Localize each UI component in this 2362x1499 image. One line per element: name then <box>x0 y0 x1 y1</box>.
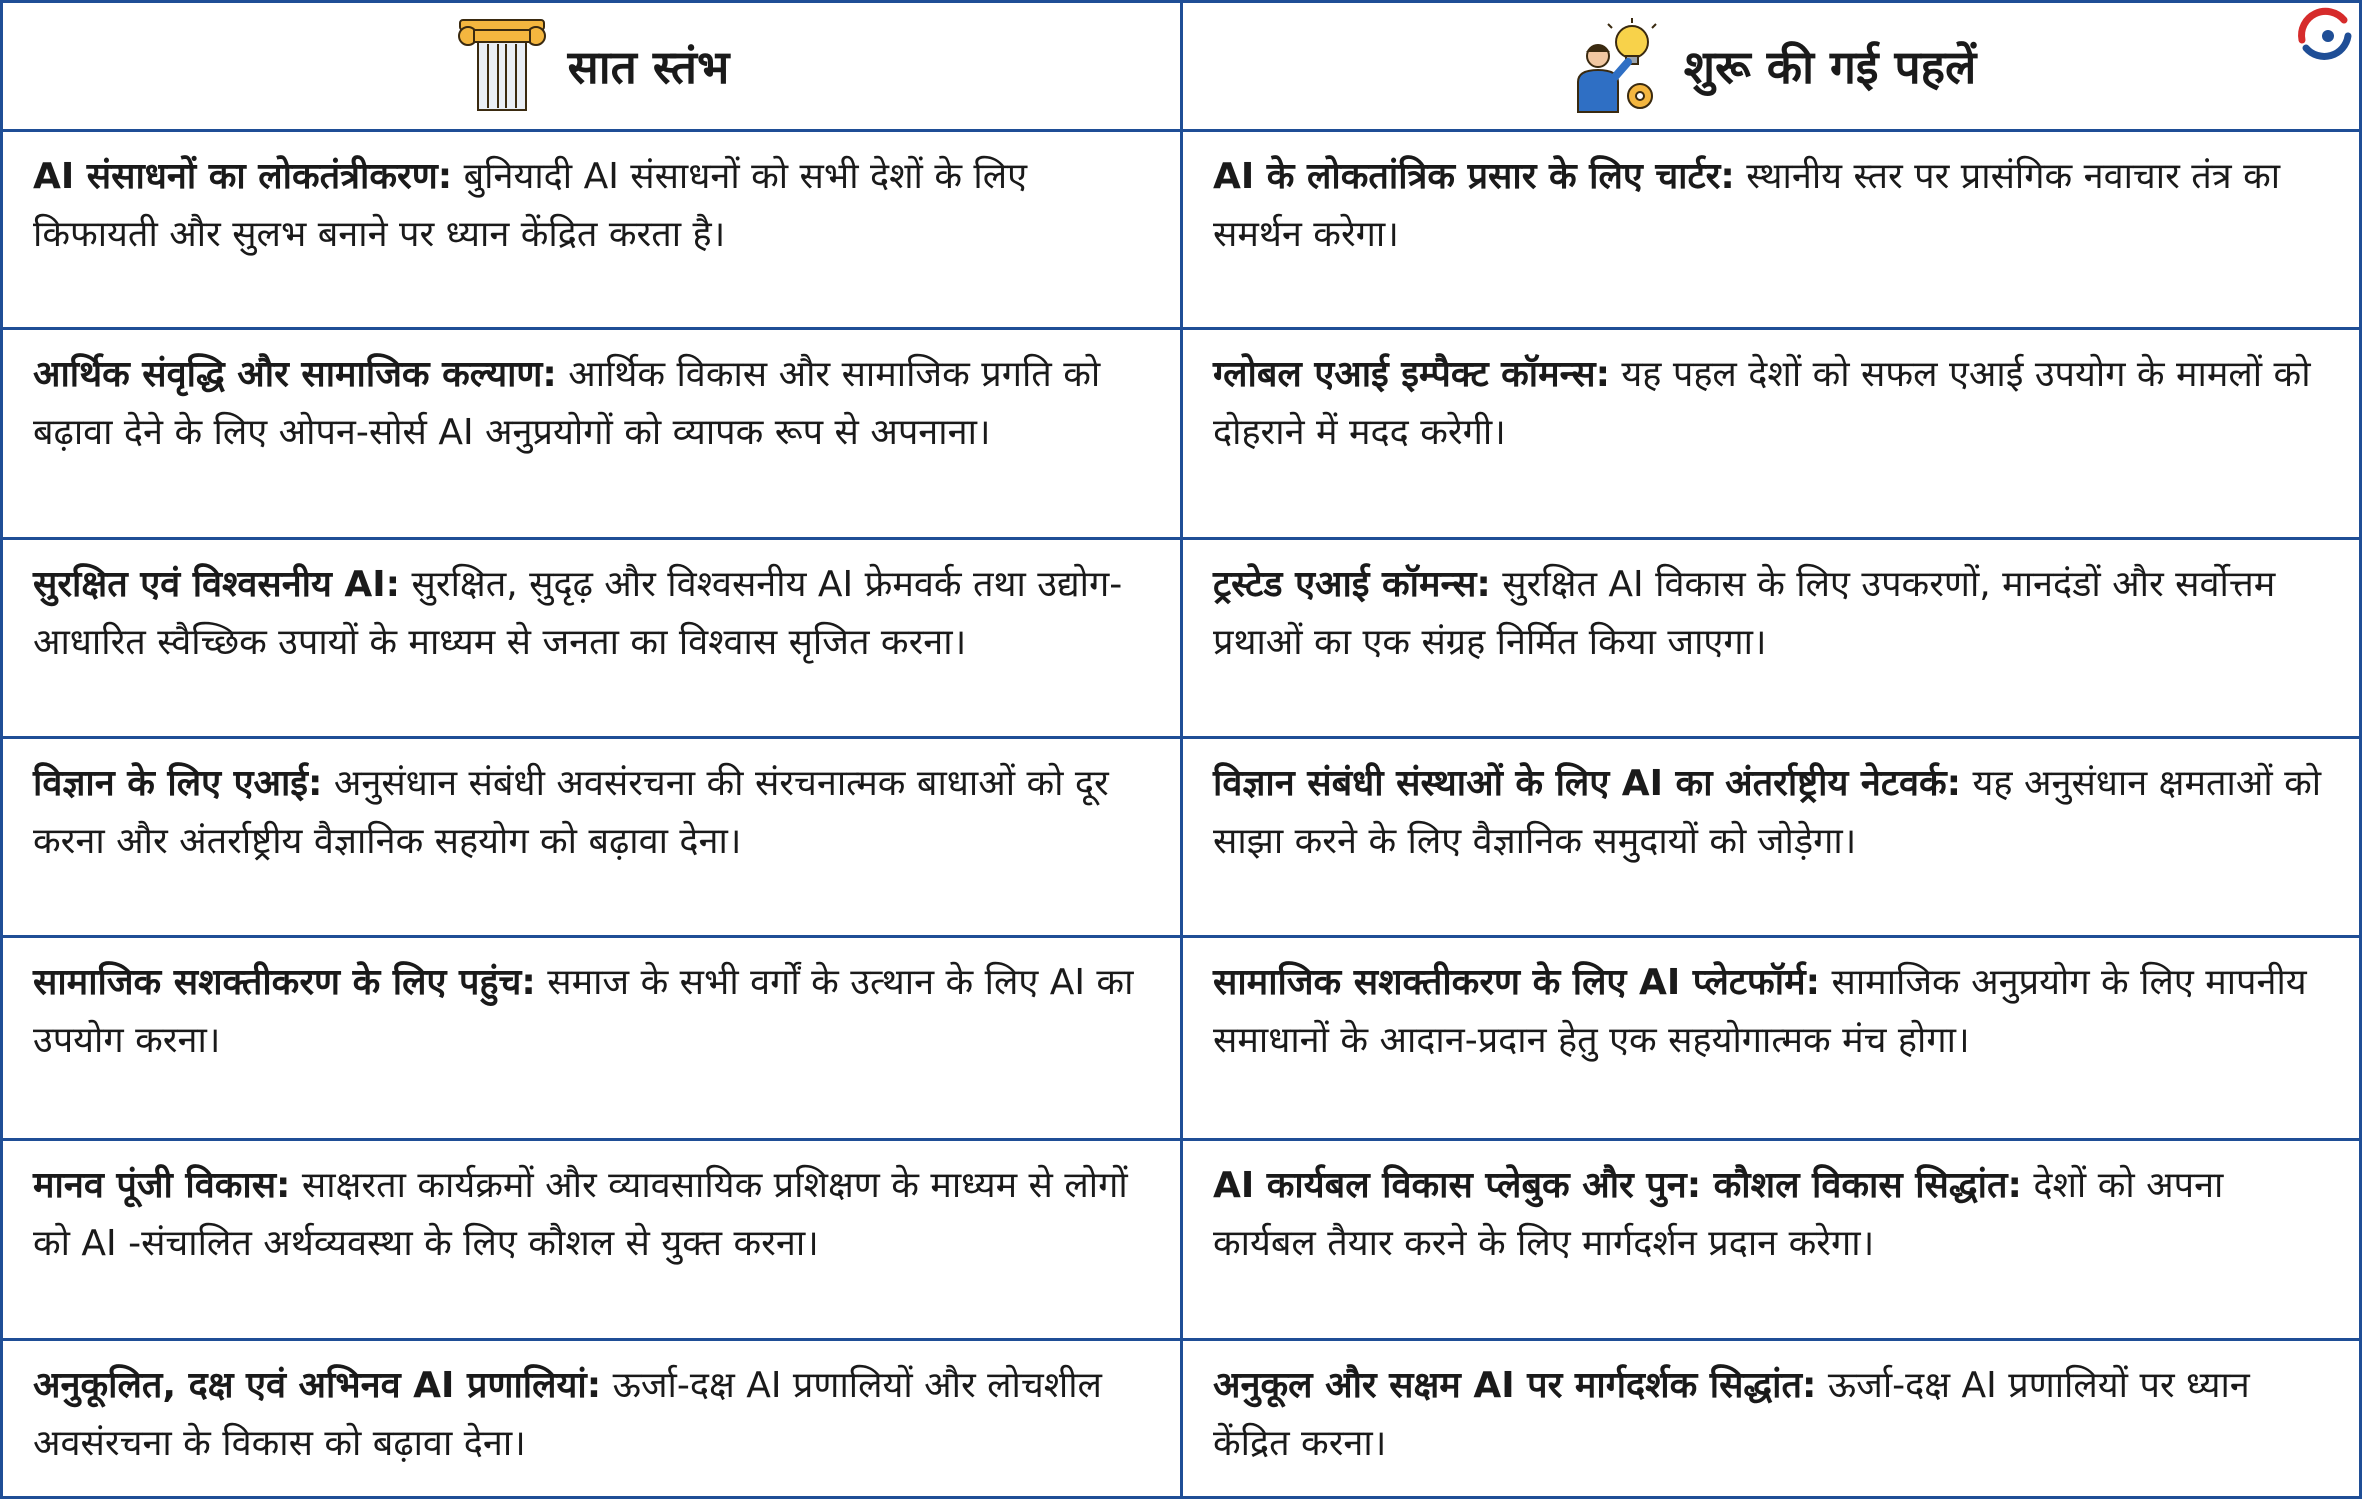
pillar-cell <box>2 329 1182 539</box>
initiative-description: ऊर्जा-दक्ष AI प्रणालियों पर ध्यान केंद्रित करना। <box>1213 1365 2250 1464</box>
pillar-term: सुरक्षित एवं विश्वसनीय AI: <box>33 564 401 605</box>
initiative-term: सामाजिक सशक्तीकरण के लिए AI प्लेटफॉर्म: <box>1213 962 1821 1003</box>
pillar-cell <box>2 738 1182 937</box>
pillar-description: सुरक्षित, सुदृढ़ और विश्वसनीय AI फ्रेमवर्क तथा उद्योग-आधारित स्वैच्छिक उपायों के माध्यम से जनता का विश्वास सृजित करना। <box>33 564 1123 663</box>
pillar-description: ऊर्जा-दक्ष AI प्रणालियों और लोचशील अवसंरचना के विकास को बढ़ावा देना। <box>33 1365 1102 1464</box>
pillar-cell <box>2 131 1182 329</box>
pillar-term: सामाजिक सशक्तीकरण के लिए पहुंच: <box>33 962 536 1003</box>
pillar-description: आर्थिक विकास और सामाजिक प्रगति को बढ़ावा देने के लिए ओपन-सोर्स AI अनुप्रयोगों को व्यापक रूप से अपनाना। <box>33 354 1101 453</box>
initiative-cell <box>1182 937 2361 1140</box>
header-initiatives <box>1182 2 2361 131</box>
initiative-description: सुरक्षित AI विकास के लिए उपकरणों, मानदंडों और सर्वोत्तम प्रथाओं का एक संग्रह निर्मित किया जाएगा। <box>1213 564 2276 663</box>
pillar-description: समाज के सभी वर्गों के उत्थान के लिए AI का उपयोग करना। <box>33 962 1134 1061</box>
initiative-description: यह पहल देशों को सफल एआई उपयोग के मामलों को दोहराने में मदद करेगी। <box>1213 354 2311 453</box>
initiative-description: देशों को अपना कार्यबल तैयार करने के लिए मार्गदर्शन प्रदान करेगा। <box>1213 1165 2224 1264</box>
idea-person-icon <box>1566 16 1666 116</box>
table-row <box>2 1140 2361 1340</box>
pillar-cell <box>2 539 1182 738</box>
initiative-cell <box>1182 738 2361 937</box>
table-row <box>2 738 2361 937</box>
initiative-description: यह अनुसंधान क्षमताओं को साझा करने के लिए वैज्ञानिक समुदायों को जोड़ेगा। <box>1213 763 2322 862</box>
initiative-term: ट्रस्टेड एआई कॉमन्स: <box>1213 564 1491 605</box>
brand-logo-icon <box>2294 6 2356 68</box>
table-row <box>2 131 2361 329</box>
header-left-title: सात स्तंभ <box>567 40 730 94</box>
initiative-cell <box>1182 131 2361 329</box>
pillar-cell <box>2 1140 1182 1340</box>
pillar-description: बुनियादी AI संसाधनों को सभी देशों के लिए किफायती और सुलभ बनाने पर ध्यान केंद्रित करता है। <box>33 156 1028 255</box>
pillar-term: आर्थिक संवृद्धि और सामाजिक कल्याण: <box>33 354 557 395</box>
pillar-term: अनुकूलित, दक्ष एवं अभिनव AI प्रणालियां: <box>33 1365 602 1406</box>
pillar-cell <box>2 1340 1182 1498</box>
table-row <box>2 539 2361 738</box>
pillar-term: विज्ञान के लिए एआई: <box>33 763 323 804</box>
initiative-description: सामाजिक अनुप्रयोग के लिए मापनीय समाधानों के आदान-प्रदान हेतु एक सहयोगात्मक मंच होगा। <box>1213 962 2307 1061</box>
initiative-description: स्थानीय स्तर पर प्रासंगिक नवाचार तंत्र का समर्थन करेगा। <box>1213 156 2281 255</box>
table-row <box>2 937 2361 1140</box>
initiative-cell <box>1182 329 2361 539</box>
initiative-term: AI कार्यबल विकास प्लेबुक और पुन: कौशल विकास सिद्धांत: <box>1213 1165 2022 1206</box>
table-row <box>2 329 2361 539</box>
initiative-cell <box>1182 1340 2361 1498</box>
pillar-description: अनुसंधान संबंधी अवसंरचना की संरचनात्मक बाधाओं को दूर करना और अंतर्राष्ट्रीय वैज्ञानिक सहयोग को बढ़ावा देना। <box>33 763 1109 862</box>
pillar-cell <box>2 937 1182 1140</box>
header-right-title: शुरू की गई पहलें <box>1683 40 1977 94</box>
header-seven-pillars <box>2 2 1182 131</box>
initiative-term: अनुकूल और सक्षम AI पर मार्गदर्शक सिद्धांत: <box>1213 1365 1817 1406</box>
pillar-term: मानव पूंजी विकास: <box>33 1165 291 1206</box>
pillar-description: साक्षरता कार्यक्रमों और व्यावसायिक प्रशिक्षण के माध्यम से लोगों को AI -संचालित अर्थव्यवस्था के लिए कौशल से युक्त करना। <box>33 1165 1128 1264</box>
initiative-cell <box>1182 1140 2361 1340</box>
pillar-term: AI संसाधनों का लोकतंत्रीकरण: <box>33 156 453 197</box>
initiative-term: ग्लोबल एआई इम्पैक्ट कॉमन्स: <box>1213 354 1610 395</box>
initiative-term: AI के लोकतांत्रिक प्रसार के लिए चार्टर: <box>1213 156 1735 197</box>
table-row <box>2 1340 2361 1498</box>
initiative-term: विज्ञान संबंधी संस्थाओं के लिए AI का अंतर्राष्ट्रीय नेटवर्क: <box>1213 763 1962 804</box>
pillar-icon <box>454 16 550 116</box>
initiative-cell <box>1182 539 2361 738</box>
